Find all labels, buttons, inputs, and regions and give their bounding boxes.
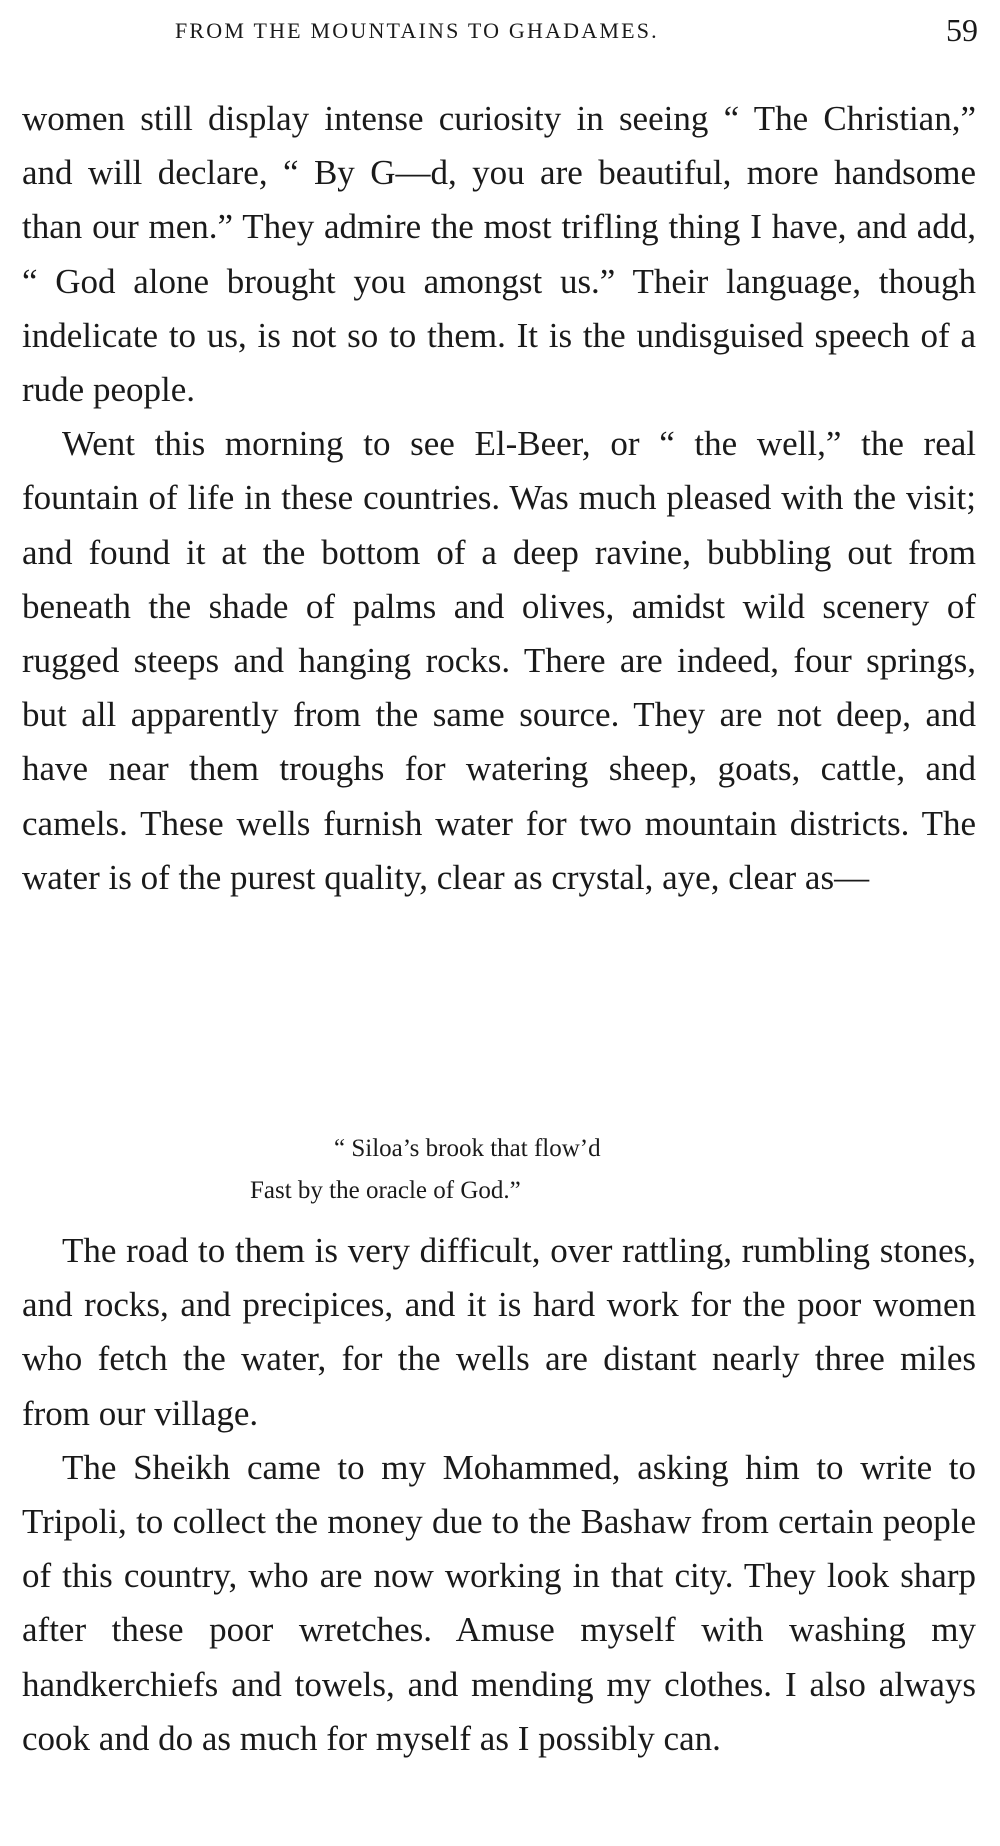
verse-line-1: “ Siloa’s brook that flow’d <box>334 1135 601 1162</box>
paragraph-sheikh: The Sheikh came to my Mohammed, asking him to write to Tripoli, to collect the money due to the Bashaw from certain people of this country, who are now working in that city. They look sharp after these poor wretches. Amuse myself with washing my handkerchiefs and towels, and mending my clothes. I also always cook and do as much for myself as I possibly can. <box>22 1447 976 1758</box>
running-head-title: FROM THE MOUNTAINS TO GHADAMES. <box>175 18 659 43</box>
paragraph-continued: women still display intense curiosity in seeing “ The Christian,” and will declare, “ By G—d, you are beautiful, more handsome than our men.” They admire the most trifling thing I have, and add, “ God alone brought you amongst us.” Their language, though indelicate to us, is not so to them. It is the undisguised speech of a rude people. <box>22 99 976 410</box>
page-number: 59 <box>946 12 978 48</box>
verse-line-2: Fast by the oracle of God.” <box>250 1177 521 1204</box>
body-text-top <box>22 92 976 905</box>
body-text-bottom <box>22 1224 976 1766</box>
paragraph-road: The road to them is very difficult, over rattling, rumbling stones, and rocks, and precipices, and it is hard work for the poor women who fetch the water, for the wells are distant nearly three miles from our village. <box>22 1231 976 1433</box>
paragraph-el-beer: Went this morning to see El-Beer, or “ the well,” the real fountain of life in these countries. Was much pleased with the visit; and found it at the bottom of a deep ravine, bubbling out from beneath the shade of palms and olives, amidst wild scenery of rugged steeps and hanging rocks. There are indeed, four springs, but all apparently from the same source. They are not deep, and have near them troughs for watering sheep, goats, cattle, and camels. These wells furnish water for two mountain districts. The water is of the purest quality, clear as crystal, aye, clear as— <box>22 424 976 897</box>
